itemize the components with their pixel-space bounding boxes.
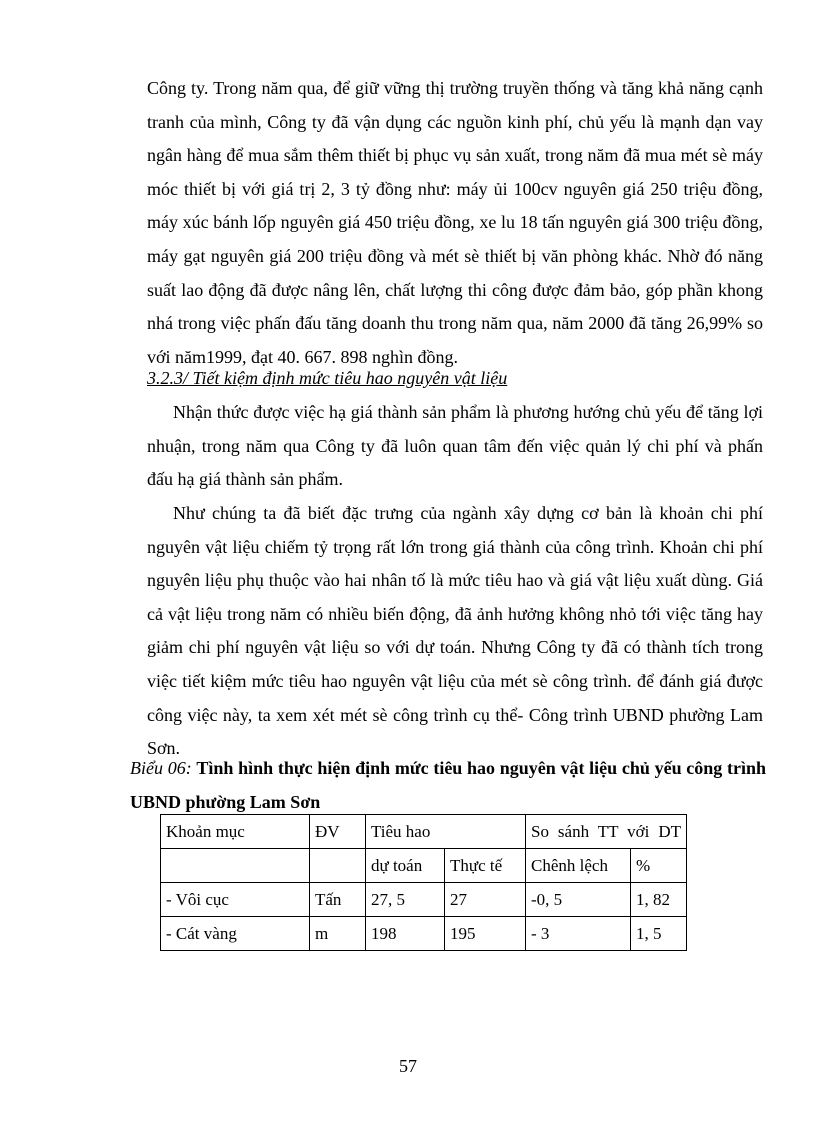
cell-estimate: 27, 5	[366, 883, 445, 917]
header-item: Khoản mục	[161, 815, 310, 849]
subheader-empty	[161, 849, 310, 883]
cell-item: - Cát vàng	[161, 917, 310, 951]
table-row	[161, 917, 687, 951]
table-header-row	[161, 815, 687, 849]
subheader-difference: Chênh lệch	[526, 849, 631, 883]
table-caption	[130, 752, 766, 819]
cell-unit: Tấn	[310, 883, 366, 917]
header-unit: ĐV	[310, 815, 366, 849]
cell-item: - Vôi cục	[161, 883, 310, 917]
header-consumption: Tiêu hao	[366, 815, 526, 849]
cell-difference: -0, 5	[526, 883, 631, 917]
caption-label: Biểu 06:	[130, 758, 192, 778]
table-subheader-row	[161, 849, 687, 883]
subheader-estimate: dự toán	[366, 849, 445, 883]
paragraph-cost-awareness: Nhận thức được việc hạ giá thành sản phẩm là phương hướng chủ yếu để tăng lợi nhuận, trong năm qua Công ty đã luôn quan tâm đến việc quản lý chi phí và phấn đấu hạ giá thành sản phẩm.	[147, 402, 763, 490]
cell-percent: 1, 5	[631, 917, 687, 951]
paragraph-intro: Công ty. Trong năm qua, để giữ vững thị trường truyền thống và tăng khả năng cạnh tranh của mình, Công ty đã vận dụng các nguồn kinh phí, chủ yếu là mạnh dạn vay ngân hàng để mua sắm thêm thiết bị phục vụ sản xuất, trong năm đã mua mét sè máy móc thiết bị với giá trị 2, 3 tỷ đồng như: máy ủi 100cv nguyên giá 250 triệu đồng, máy xúc bánh lốp nguyên giá 450 triệu đồng, xe lu 18 tấn nguyên giá 300 triệu đồng, máy gạt nguyên giá 200 triệu đồng và mét sè thiết bị văn phòng khác. Nhờ đó năng suất lao động đã được nâng lên, chất lượng thi công được đảm bảo, góp phần khong nhá trong việc phấn đấu tăng doanh thu trong năm qua, năm 2000 đã tăng 26,99% so với năm1999, đạt 40. 667. 898 nghìn đồng.	[147, 78, 763, 367]
cell-percent: 1, 82	[631, 883, 687, 917]
caption-title: Tình hình thực hiện định mức tiêu hao nguyên vật liệu chủ yếu công trình UBND phường Lam Sơn	[130, 758, 767, 812]
cell-estimate: 198	[366, 917, 445, 951]
cell-actual: 195	[445, 917, 526, 951]
material-consumption-table	[160, 814, 687, 951]
subheader-empty	[310, 849, 366, 883]
section-heading: 3.2.3/ Tiết kiệm định mức tiêu hao nguyên vật liệu	[147, 368, 508, 388]
cell-unit: m	[310, 917, 366, 951]
paragraph-material-costs: Như chúng ta đã biết đặc trưng của ngành xây dựng cơ bản là khoản chi phí nguyên vật liệu chiếm tỷ trọng rất lớn trong giá thành của công trình. Khoản chi phí nguyên liệu phụ thuộc vào hai nhân tố là mức tiêu hao và giá vật liệu xuất dùng. Giá cả vật liệu trong năm có nhiều biến động, đã ảnh hưởng không nhỏ tới việc tăng hay giảm chi phí nguyên vật liệu so với dự toán. Nhưng Công ty đã có thành tích trong việc tiết kiệm mức tiêu hao nguyên vật liệu của mét sè công trình. để đánh giá được công việc này, ta xem xét mét sè công trình cụ thể- Công trình UBND phường Lam Sơn.	[147, 503, 763, 759]
page-number: 57	[399, 1056, 417, 1076]
subheader-actual: Thực tế	[445, 849, 526, 883]
header-compare: So sánh TT với DT	[526, 815, 687, 849]
table-row	[161, 883, 687, 917]
cell-actual: 27	[445, 883, 526, 917]
subheader-percent: %	[631, 849, 687, 883]
cell-difference: - 3	[526, 917, 631, 951]
